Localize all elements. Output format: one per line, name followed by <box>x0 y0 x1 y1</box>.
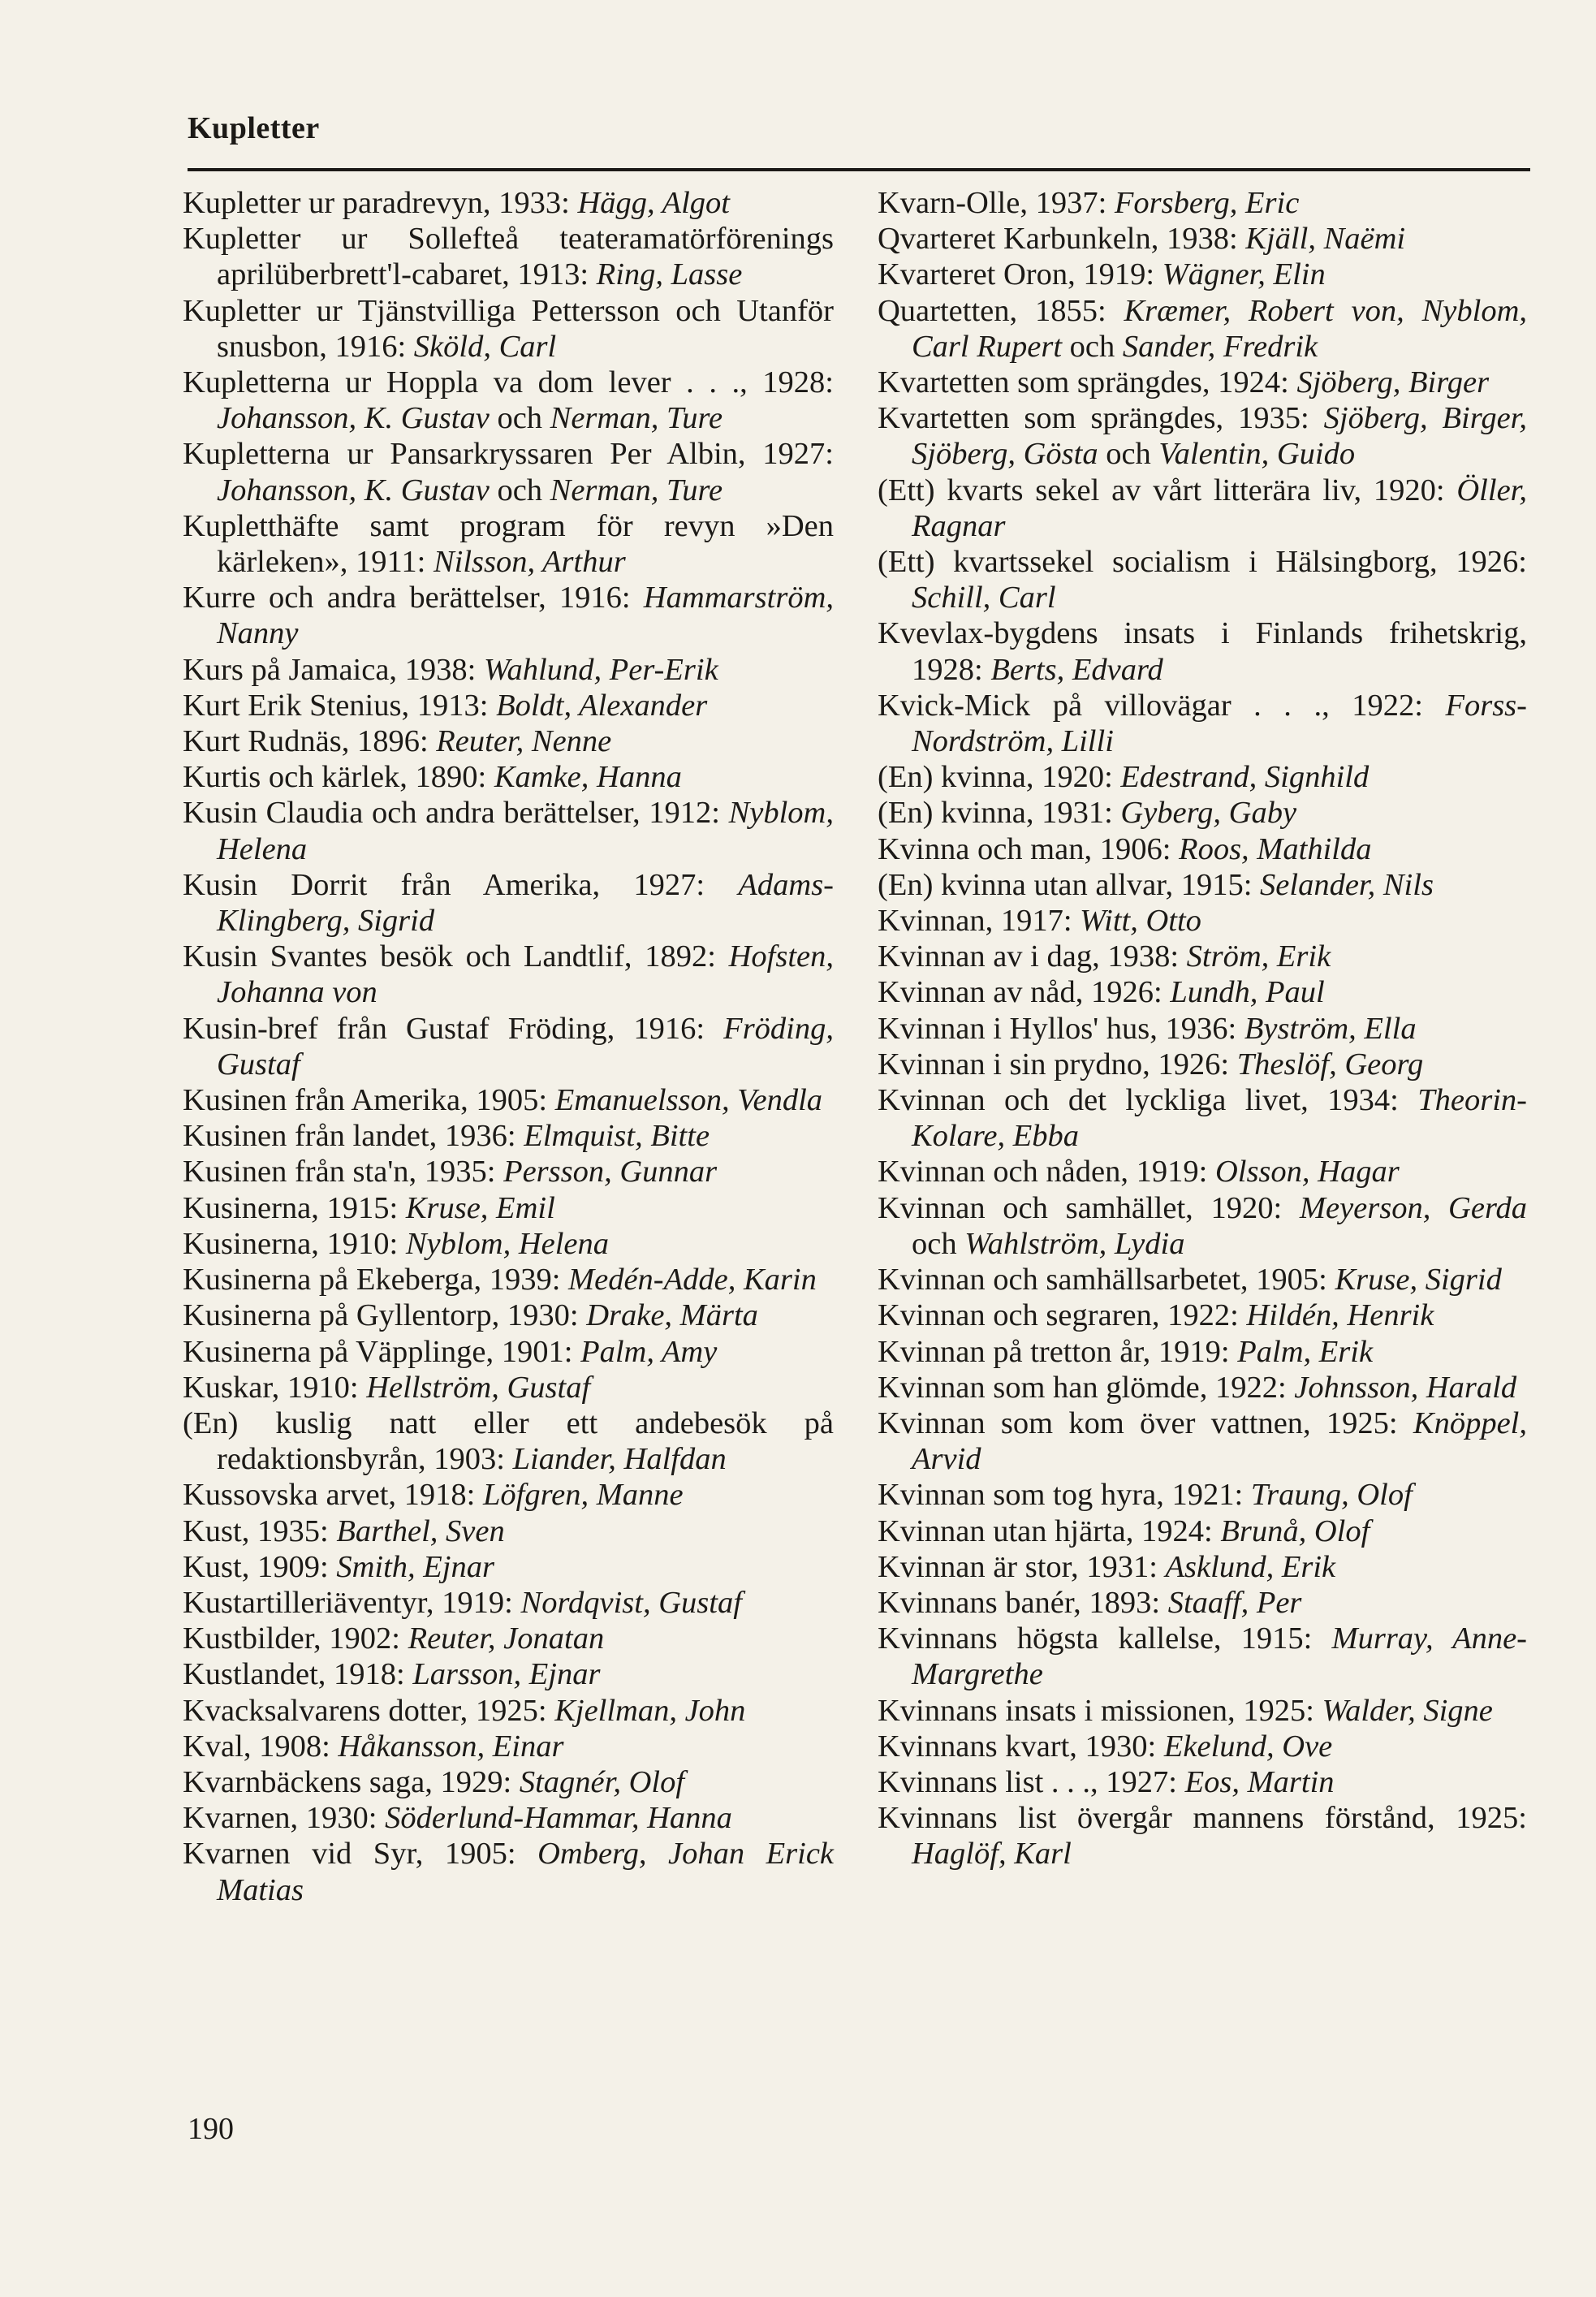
entry-title: och <box>489 473 550 507</box>
entry-title: Kupletter ur Sollefteå teateramatörförenings aprilüberbrett'l-cabaret, 1913: <box>183 222 834 292</box>
index-entry <box>183 1836 834 1907</box>
entry-title: Kvarnbäckens saga, 1929: <box>183 1764 520 1799</box>
entry-author: Drake, Märta <box>586 1298 758 1333</box>
entry-author: Boldt, Alexander <box>496 688 708 723</box>
index-entry <box>878 1082 1527 1154</box>
entry-title: Kvinnan, 1917: <box>878 904 1081 939</box>
entry-title: Kvinna och man, 1906: <box>878 831 1180 866</box>
entry-title: Kupletterna ur Hoppla va dom lever . . ., 1928: <box>183 365 834 400</box>
entry-author: Kamke, Hanna <box>494 760 682 795</box>
entry-author: Fröding, Gustaf <box>217 1011 834 1082</box>
index-entry <box>878 1585 1527 1621</box>
index-entry <box>183 1764 834 1800</box>
index-entry <box>878 903 1527 939</box>
entry-author: Berts, Edvard <box>990 652 1163 687</box>
entry-author: Selander, Nils <box>1260 867 1434 902</box>
index-entry <box>183 939 834 1010</box>
entry-title: Kussovska arvet, 1918: <box>183 1478 483 1513</box>
entry-title: Kvinnan av nåd, 1926: <box>878 975 1171 1010</box>
index-entry <box>183 1154 834 1190</box>
entry-author: Kjäll, Naëmi <box>1245 222 1406 257</box>
entry-author: Nyblom, Helena <box>405 1226 610 1261</box>
index-entry <box>878 473 1527 544</box>
entry-author: Eos, Martin <box>1184 1764 1335 1799</box>
entry-title: Kvinnan och samhället, 1920: <box>878 1190 1300 1225</box>
index-entry <box>183 1800 834 1836</box>
entry-title: Kvinnans banér, 1893: <box>878 1585 1168 1620</box>
entry-title: Kupletter ur paradrevyn, 1933: <box>183 186 578 220</box>
entry-title: Kusinerna, 1915: <box>183 1190 406 1225</box>
entry-title: Kusinerna på Väpplinge, 1901: <box>183 1334 581 1369</box>
entry-author: Murray, Anne-Margrethe <box>912 1621 1527 1692</box>
index-entry <box>878 221 1527 257</box>
index-entry <box>878 1297 1527 1333</box>
entry-author: Forss-Nordström, Lilli <box>912 688 1527 759</box>
entry-author: Haglöf, Karl <box>912 1837 1072 1872</box>
entry-author: Meyerson, Gerda <box>1299 1190 1527 1225</box>
entry-author: Brunå, Olof <box>1220 1513 1370 1548</box>
entry-title: Kvinnan utan hjärta, 1924: <box>878 1513 1221 1548</box>
entry-title: Kusinerna på Gyllentorp, 1930: <box>183 1298 587 1333</box>
entry-author: Kjellman, John <box>554 1693 746 1728</box>
entry-author: Wahlund, Per-Erik <box>484 652 718 687</box>
entry-title: och <box>489 401 550 436</box>
index-entry <box>878 1729 1527 1764</box>
entry-author: Roos, Mathilda <box>1179 831 1372 866</box>
entry-author: Johnsson, Harald <box>1294 1370 1517 1405</box>
entry-title: Kvinnan som han glömde, 1922: <box>878 1370 1295 1405</box>
entry-title: Kvinnans insats i missionen, 1925: <box>878 1693 1322 1728</box>
entry-title: Kustlandet, 1918: <box>183 1657 413 1692</box>
entry-title: Kvarteret Oron, 1919: <box>878 257 1162 292</box>
entry-author: Barthel, Sven <box>336 1513 505 1548</box>
entry-title: Kvinnans list . . ., 1927: <box>878 1764 1185 1799</box>
entry-author: Liander, Halfdan <box>512 1442 727 1477</box>
entry-author: Söderlund-Hammar, Hanna <box>385 1801 732 1836</box>
entry-title: Kustartilleriäventyr, 1919: <box>183 1585 521 1620</box>
index-entry <box>878 257 1527 292</box>
entry-author: Hägg, Algot <box>577 186 730 220</box>
entry-title: Kvinnan på tretton år, 1919: <box>878 1334 1238 1369</box>
entry-author: Elmquist, Bitte <box>524 1119 710 1154</box>
entry-title: Kvinnan i Hyllos' hus, 1936: <box>878 1011 1244 1046</box>
entry-title: Kusinen från sta'n, 1935: <box>183 1155 504 1190</box>
entry-title: Kurre och andra berättelser, 1916: <box>183 581 644 615</box>
entry-author: Kruse, Emil <box>405 1190 555 1225</box>
entry-title: Kusinen från Amerika, 1905: <box>183 1083 555 1118</box>
entry-author: Löfgren, Manne <box>482 1478 684 1513</box>
entry-author: Hellström, Gustaf <box>366 1370 591 1405</box>
index-entry <box>183 1226 834 1262</box>
entry-title: Kusin-bref från Gustaf Fröding, 1916: <box>183 1011 724 1046</box>
entry-author: Sjöberg, Birger <box>1296 365 1490 400</box>
entry-author: Traung, Olof <box>1250 1478 1413 1513</box>
entry-title: Kvinnan i sin prydno, 1926: <box>878 1047 1237 1082</box>
index-entry <box>183 1729 834 1764</box>
entry-title: Kvinnan av i dag, 1938: <box>878 939 1187 974</box>
entry-title: Kval, 1908: <box>183 1729 339 1764</box>
index-entry <box>878 688 1527 759</box>
index-entry <box>183 1011 834 1082</box>
entry-author: Ring, Lasse <box>596 257 743 292</box>
entry-title: Kusinen från landet, 1936: <box>183 1119 524 1154</box>
entry-title: Kust, 1909: <box>183 1549 337 1584</box>
index-entry <box>183 759 834 795</box>
index-entry <box>183 1585 834 1621</box>
entry-title: Kusinerna på Ekeberga, 1939: <box>183 1263 569 1297</box>
entry-title: (En) kvinna, 1920: <box>878 760 1121 795</box>
index-entry <box>183 221 834 292</box>
entry-author: Lundh, Paul <box>1170 975 1325 1010</box>
entry-title: (Ett) kvarts sekel av vårt litterära liv, 1920: <box>878 473 1457 507</box>
entry-author: Nordqvist, Gustaf <box>520 1585 742 1620</box>
entry-title: Kvinnans kvart, 1930: <box>878 1729 1164 1764</box>
index-entry <box>183 1190 834 1226</box>
index-entry <box>183 1118 834 1154</box>
entry-title: och <box>912 1226 965 1261</box>
left-column <box>183 185 834 1908</box>
entry-author: Reuter, Jonatan <box>408 1621 605 1656</box>
entry-author: Knöppel, Arvid <box>912 1405 1527 1477</box>
entry-author: Witt, Otto <box>1080 904 1201 939</box>
entry-author: Wägner, Elin <box>1162 257 1326 292</box>
entry-title: Kupletthäfte samt program för revyn »Den kärleken», 1911: <box>183 508 834 580</box>
entry-title: Kvinnan som kom över vattnen, 1925: <box>878 1405 1413 1440</box>
entry-author: Stagnér, Olof <box>519 1764 685 1799</box>
index-entry <box>183 688 834 723</box>
entry-author: Johansson, K. Gustav <box>217 401 490 436</box>
right-column <box>878 185 1527 1872</box>
entry-title: Kvinnan och segraren, 1922: <box>878 1298 1247 1333</box>
index-entry <box>183 652 834 688</box>
index-entry <box>878 1405 1527 1477</box>
index-entry <box>183 723 834 759</box>
entry-author: Öller, Ragnar <box>912 473 1527 543</box>
index-entry <box>878 293 1527 365</box>
entry-author: Hammarström, Nanny <box>217 581 834 651</box>
entry-author: Medén-Adde, Karin <box>568 1263 817 1297</box>
entry-author: Schill, Carl <box>912 581 1056 615</box>
entry-title: Kustbilder, 1902: <box>183 1621 408 1656</box>
index-entry <box>183 293 834 365</box>
index-entry <box>183 867 834 939</box>
entry-title: Kupletter ur Tjänstvilliga Pettersson och Utanför snusbon, 1916: <box>183 293 834 364</box>
index-entry <box>878 1154 1527 1190</box>
page-number: 190 <box>188 2112 234 2146</box>
index-entry <box>878 974 1527 1010</box>
entry-title: (En) kvinna, 1931: <box>878 796 1121 831</box>
entry-title: Kvacksalvarens dotter, 1925: <box>183 1693 555 1728</box>
index-entry <box>183 365 834 436</box>
index-entry <box>183 1405 834 1477</box>
entry-author: Edestrand, Signhild <box>1120 760 1370 795</box>
entry-title: (En) kvinna utan allvar, 1915: <box>878 867 1261 902</box>
entry-title: Kvinnans list övergår mannens förstånd, 1925: <box>878 1801 1527 1836</box>
index-entry <box>878 831 1527 867</box>
entry-author: Sander, Fredrik <box>1122 329 1318 364</box>
index-entry <box>878 1011 1527 1047</box>
index-entry <box>183 1334 834 1370</box>
entry-title: Kvinnans högsta kallelse, 1915: <box>878 1621 1332 1656</box>
entry-title: Kvick-Mick på villovägar . . ., 1922: <box>878 688 1446 723</box>
entry-author: Valentin, Guido <box>1158 437 1356 472</box>
entry-title: och <box>1098 437 1159 472</box>
entry-title: Kvarn-Olle, 1937: <box>878 186 1115 220</box>
entry-author: Persson, Gunnar <box>503 1155 718 1190</box>
index-entry <box>878 1764 1527 1800</box>
entry-title: Kurt Erik Stenius, 1913: <box>183 688 497 723</box>
entry-author: Gyberg, Gaby <box>1120 796 1297 831</box>
entry-title: Kurtis och kärlek, 1890: <box>183 760 494 795</box>
entry-title: Kvinnan som tog hyra, 1921: <box>878 1478 1251 1513</box>
entry-title: Kvartetten som sprängdes, 1924: <box>878 365 1297 400</box>
index-entry <box>183 508 834 580</box>
index-entry <box>878 400 1527 472</box>
entry-author: Sköld, Carl <box>413 329 557 364</box>
page-header: Kupletter <box>188 111 320 145</box>
entry-title: Kusinerna, 1910: <box>183 1226 406 1261</box>
entry-author: Hofsten, Johanna von <box>217 939 834 1010</box>
entry-author: Olsson, Hagar <box>1214 1155 1400 1190</box>
index-entry <box>183 1082 834 1118</box>
entry-author: Johansson, K. Gustav <box>217 473 490 507</box>
entry-author: Larsson, Ejnar <box>412 1657 601 1692</box>
entry-title: Kvinnan och det lyckliga livet, 1934: <box>878 1083 1418 1118</box>
index-entry <box>878 185 1527 221</box>
entry-author: Hildén, Henrik <box>1246 1298 1434 1333</box>
entry-author: Ström, Erik <box>1186 939 1331 974</box>
entry-title: Kvarnen, 1930: <box>183 1801 386 1836</box>
index-entry <box>183 1477 834 1513</box>
index-entry <box>878 1621 1527 1692</box>
index-entry <box>878 544 1527 615</box>
entry-title: Kuskar, 1910: <box>183 1370 367 1405</box>
index-entry <box>183 1297 834 1333</box>
index-entry <box>878 1800 1527 1872</box>
entry-author: Emanuelsson, Vendla <box>554 1083 823 1118</box>
index-entry <box>878 759 1527 795</box>
entry-title: och <box>1062 329 1123 364</box>
entry-author: Asklund, Erik <box>1165 1549 1336 1584</box>
entry-title: Kurt Rudnäs, 1896: <box>183 724 437 759</box>
index-entry <box>878 1047 1527 1082</box>
entry-title: Kvinnan är stor, 1931: <box>878 1549 1166 1584</box>
entry-author: Forsberg, Eric <box>1114 186 1300 220</box>
entry-title: Kvarnen vid Syr, 1905: <box>183 1837 538 1872</box>
index-entry <box>183 185 834 221</box>
entry-author: Palm, Amy <box>580 1334 718 1369</box>
index-entry <box>183 1621 834 1656</box>
entry-author: Nilsson, Arthur <box>433 545 626 580</box>
entry-author: Wahlström, Lydia <box>964 1226 1185 1261</box>
index-entry <box>878 365 1527 400</box>
entry-author: Staaff, Per <box>1167 1585 1302 1620</box>
index-entry <box>878 1477 1527 1513</box>
entry-title: Qvarteret Karbunkeln, 1938: <box>878 222 1246 257</box>
entry-author: Theslöf, Georg <box>1236 1047 1424 1082</box>
index-entry <box>183 1262 834 1297</box>
index-entry <box>183 580 834 651</box>
entry-title: Quartetten, 1855: <box>878 293 1124 328</box>
entry-title: Kvartetten som sprängdes, 1935: <box>878 401 1324 436</box>
index-entry <box>878 939 1527 974</box>
index-entry <box>183 1549 834 1585</box>
index-entry <box>183 436 834 507</box>
index-entry <box>878 615 1527 687</box>
entry-author: Byström, Ella <box>1244 1011 1417 1046</box>
index-entry <box>183 1513 834 1549</box>
index-entry <box>878 1693 1527 1729</box>
entry-author: Kræmer, Robert von, Nyblom, Carl Rupert <box>912 293 1527 364</box>
index-entry <box>878 867 1527 903</box>
index-entry <box>878 1370 1527 1405</box>
index-entry <box>183 1370 834 1405</box>
entry-title: Kusin Svantes besök och Landtlif, 1892: <box>183 939 729 974</box>
index-entry <box>878 1549 1527 1585</box>
entry-author: Omberg, Johan Erick Matias <box>217 1837 834 1907</box>
entry-title: (Ett) kvartssekel socialism i Hälsingborg, 1926: <box>878 545 1527 580</box>
entry-author: Smith, Ejnar <box>336 1549 494 1584</box>
entry-author: Ekelund, Ove <box>1163 1729 1333 1764</box>
index-entry <box>878 1334 1527 1370</box>
entry-title: (En) kuslig natt eller ett andebesök på redaktionsbyrån, 1903: <box>183 1405 834 1477</box>
entry-author: Palm, Erik <box>1237 1334 1374 1369</box>
index-entry <box>183 795 834 866</box>
entry-title: Kvevlax-bygdens insats i Finlands frihetskrig, 1928: <box>878 616 1527 687</box>
entry-title: Kusin Dorrit från Amerika, 1927: <box>183 867 739 902</box>
entry-author: Håkansson, Einar <box>338 1729 564 1764</box>
entry-title: Kupletterna ur Pansarkryssaren Per Albin, 1927: <box>183 437 834 472</box>
header-rule <box>188 168 1530 171</box>
entry-title: Kvinnan och nåden, 1919: <box>878 1155 1215 1190</box>
entry-title: Kusin Claudia och andra berättelser, 1912: <box>183 796 729 831</box>
entry-author: Sjöberg, Birger, Sjöberg, Gösta <box>912 401 1527 472</box>
entry-author: Reuter, Nenne <box>436 724 612 759</box>
index-entry <box>878 795 1527 831</box>
entry-author: Nerman, Ture <box>550 473 723 507</box>
entry-title: Kust, 1935: <box>183 1513 337 1548</box>
entry-title: Kurs på Jamaica, 1938: <box>183 652 484 687</box>
entry-author: Adams-Klingberg, Sigrid <box>217 867 834 939</box>
index-entry <box>183 1656 834 1692</box>
entry-author: Theorin-Kolare, Ebba <box>912 1083 1527 1154</box>
entry-author: Nyblom, Helena <box>217 796 834 866</box>
entry-author: Nerman, Ture <box>550 401 723 436</box>
entry-author: Walder, Signe <box>1322 1693 1493 1728</box>
index-entry <box>878 1513 1527 1549</box>
entry-author: Kruse, Sigrid <box>1335 1263 1502 1297</box>
index-entry <box>878 1190 1527 1262</box>
index-entry <box>878 1262 1527 1297</box>
index-entry <box>183 1693 834 1729</box>
entry-title: Kvinnan och samhällsarbetet, 1905: <box>878 1263 1335 1297</box>
